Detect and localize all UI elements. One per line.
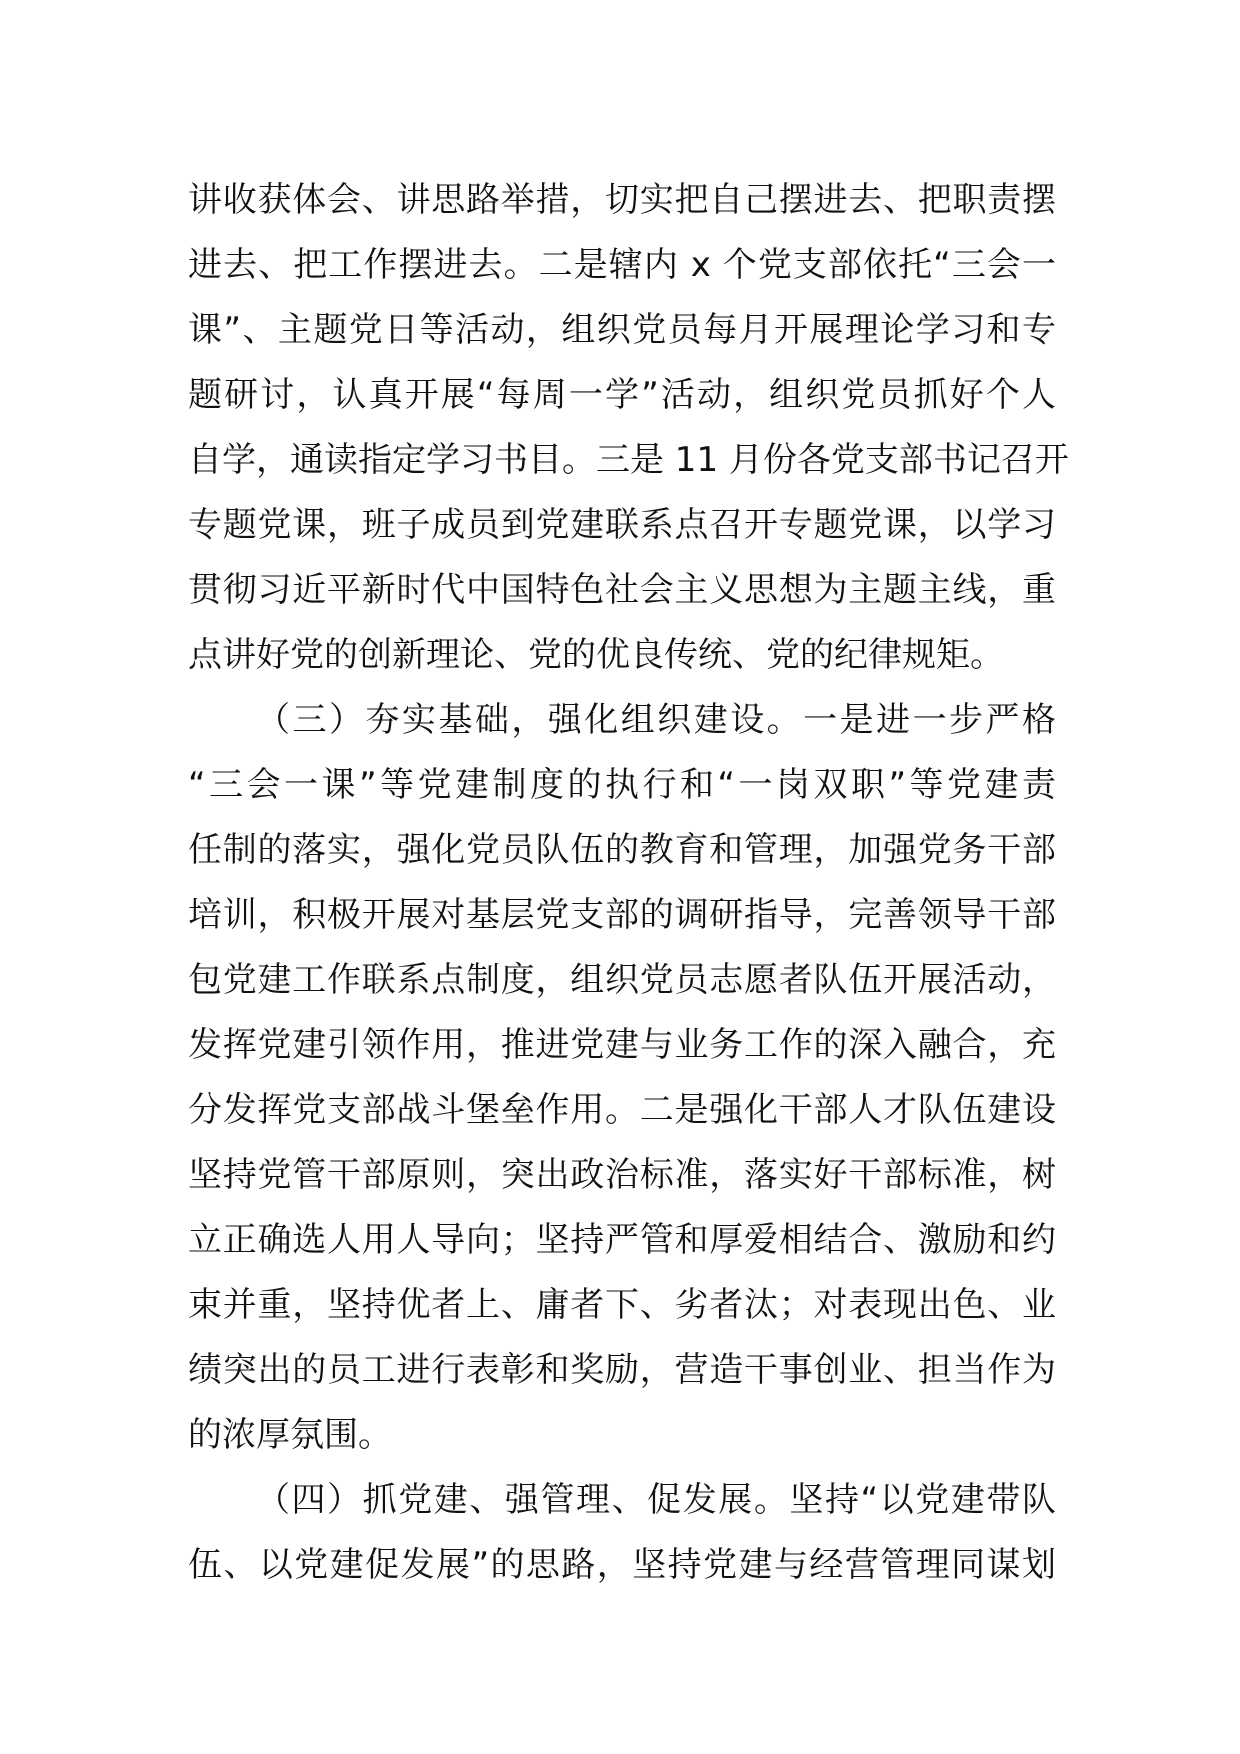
text-line: 立正确选人用人导向；坚持严管和厚爱相结合、激励和约 [188, 1220, 1056, 1260]
text-line: （四）抓党建、强管理、促发展。坚持“以党建带队 [256, 1480, 1056, 1520]
text-line: 任制的落实，强化党员队伍的教育和管理，加强党务干部 [188, 830, 1056, 870]
document-body [188, 168, 1069, 1598]
text-line: 专题党课，班子成员到党建联系点召开专题党课，以学习 [188, 505, 1056, 545]
text-line: “三会一课”等党建制度的执行和“一岗双职”等党建责 [188, 765, 1056, 805]
text-line: 题研讨，认真开展“每周一学”活动，组织党员抓好个人 [188, 375, 1056, 415]
text-line: 分发挥党支部战斗堡垒作用。二是强化干部人才队伍建设 [188, 1090, 1056, 1130]
text-line: 点讲好党的创新理论、党的优良传统、党的纪律规矩。 [188, 635, 1004, 675]
text-line: 绩突出的员工进行表彰和奖励，营造干事创业、担当作为 [188, 1350, 1056, 1390]
text-line: （三）夯实基础，强化组织建设。一是进一步严格 [256, 700, 1056, 740]
text-line: 自学，通读指定学习书目。三是 11 月份各党支部书记召开 [188, 440, 1069, 480]
text-line: 伍、以党建促发展”的思路，坚持党建与经营管理同谋划 [188, 1545, 1056, 1585]
text-line: 课”、主题党日等活动，组织党员每月开展理论学习和专 [188, 310, 1056, 350]
text-line: 束并重，坚持优者上、庸者下、劣者汰；对表现出色、业 [188, 1285, 1056, 1325]
text-line: 培训，积极开展对基层党支部的调研指导，完善领导干部 [188, 895, 1056, 935]
text-line: 贯彻习近平新时代中国特色社会主义思想为主题主线，重 [188, 570, 1056, 610]
text-line: 发挥党建引领作用，推进党建与业务工作的深入融合，充 [188, 1025, 1056, 1065]
text-line: 进去、把工作摆进去。二是辖内 x 个党支部依托“三会一 [188, 245, 1056, 285]
text-line: 包党建工作联系点制度，组织党员志愿者队伍开展活动， [188, 960, 1056, 1000]
text-line: 坚持党管干部原则，突出政治标准，落实好干部标准，树 [188, 1155, 1056, 1195]
text-line: 的浓厚氛围。 [188, 1415, 392, 1455]
text-line: 讲收获体会、讲思路举措，切实把自己摆进去、把职责摆 [188, 180, 1056, 220]
